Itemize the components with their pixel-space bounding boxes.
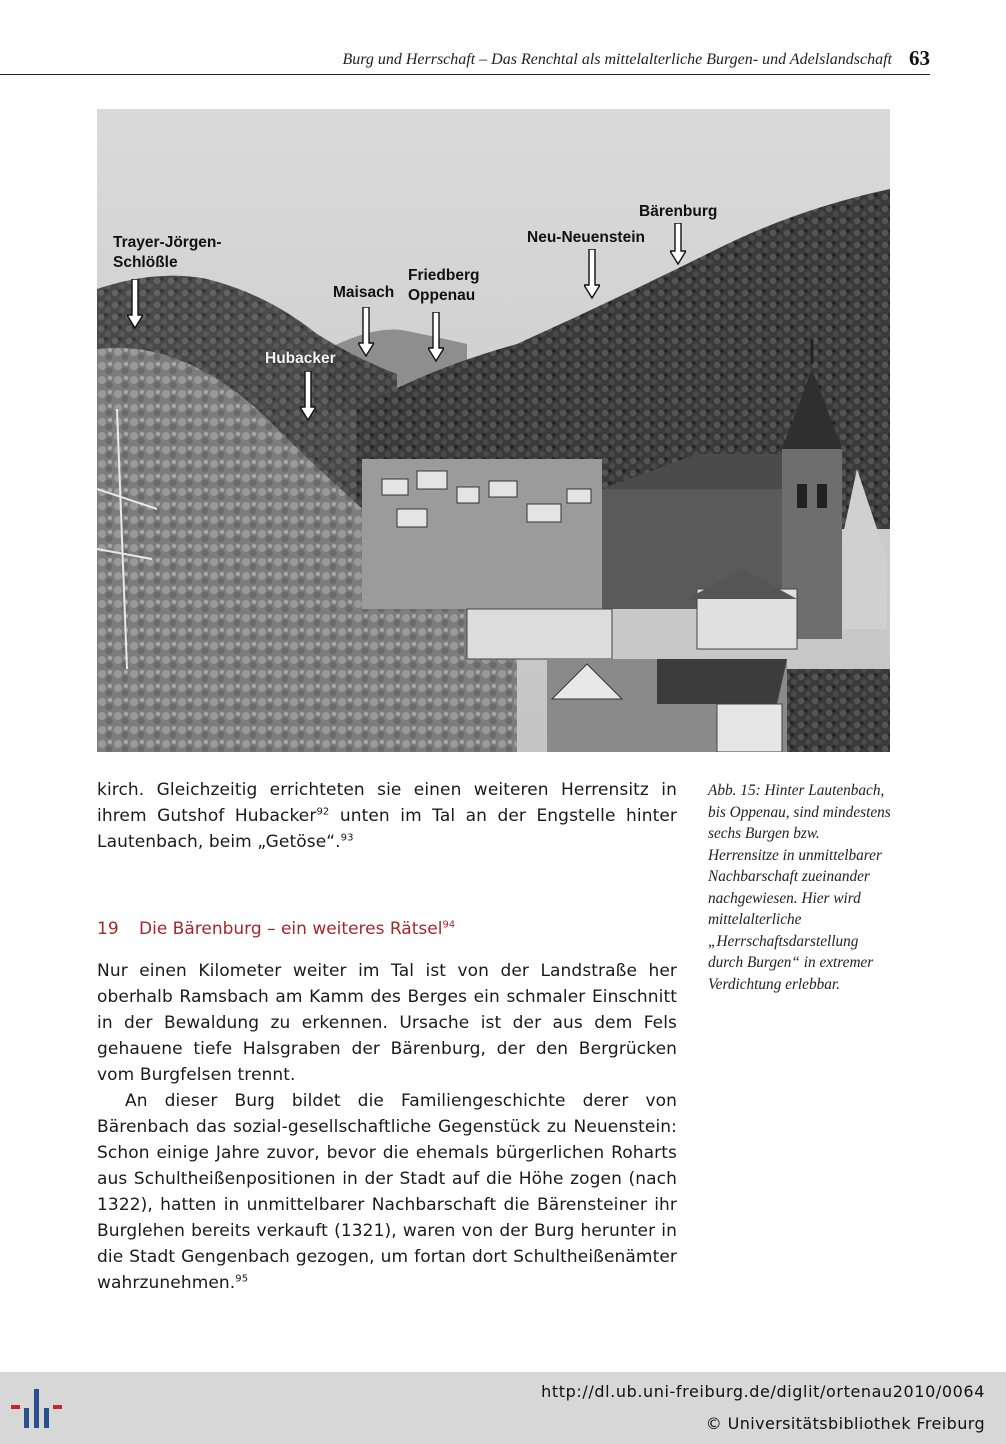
- running-header: [0, 46, 930, 75]
- paragraph-3-text: An dieser Burg bildet die Familiengeschichte derer von Bärenbach das sozial-gesellschaftliche Gegenstück zu Neuenstein: Schon einige Jahre zuvor, bevor die ehemals bürgerlichen Roharts aus Schultheißenpositionen in der Stadt auf die Höhe zogen (nach 1322), hatten in unmittelbarer Nachbarschaft die Bärensteiner ihr Burglehen bereits verkauft (1321), waren von der Burg herunter in die Stadt Gengenbach gezogen, um fortan dort Schultheißenämter wahrzunehmen.: [97, 1091, 677, 1293]
- footnote-ref-94: 94: [442, 919, 456, 931]
- arrow-maisach-icon: [358, 307, 374, 357]
- paragraph-1-text-a: kirch. Gleichzeitig errichteten sie einen weiteren Herrensitz in ihrem Gutshof Hubacker: [97, 780, 677, 826]
- label-maisach: Maisach: [333, 284, 395, 301]
- paragraph-2: Nur einen Kilometer weiter im Tal ist von der Landstraße her oberhalb Ramsbach am Kamm des Berges ein schmaler Einschnitt in der Bewaldung zu erkennen. Ursache ist der aus dem Fels gehauene tiefe Halsgraben der Bärenburg, der den Bergrücken vom Burgfelsen trennt.: [97, 961, 677, 1085]
- paragraph-1: [97, 777, 677, 855]
- label-neu-neuenstein: Neu-Neuenstein: [527, 229, 645, 246]
- footer-copyright: © Universitätsbibliothek Freiburg: [705, 1414, 985, 1433]
- paragraph-1-text-b: unten im Tal an der Engstelle hinter Lautenbach, beim „Getöse“.: [97, 806, 677, 852]
- section-heading: [97, 919, 677, 939]
- arrow-hubacker-icon: [300, 371, 316, 421]
- running-header-title: Burg und Herrschaft – Das Renchtal als mittelalterliche Burgen- und Adelslandschaft: [342, 51, 892, 68]
- footnote-ref-92: 92: [316, 806, 330, 818]
- label-baerenburg: Bärenburg: [639, 203, 718, 220]
- paragraph-3: [97, 1088, 677, 1296]
- footnote-ref-95: 95: [235, 1273, 249, 1285]
- section-number: 19: [97, 919, 119, 939]
- section-title: Die Bärenburg – ein weiteres Rätsel: [139, 919, 443, 939]
- label-friedberg-oppenau: Friedberg Oppenau: [408, 267, 480, 304]
- page-number: 63: [909, 46, 930, 70]
- figure-caption: Abb. 15: Hinter Lautenbach, bis Oppenau, sind mindestens sechs Burgen bzw. Herrensitze in unmittelbarer Nachbarschaft zueinander nachgewiesen. Hier wird mittelalterliche „Herrschaftsdarstellung durch Burgen“ in extremer Verdichtung erlebbar.: [708, 782, 891, 993]
- arrow-baerenburg-icon: [670, 223, 686, 265]
- label-trayer-joergen-schloessle: Trayer-Jörgen- Schlößle: [113, 234, 222, 271]
- footnote-ref-93: 93: [340, 832, 354, 844]
- arrow-neu-neuenstein-icon: [584, 249, 600, 299]
- landscape-photo: [97, 109, 890, 752]
- arrow-trayer-icon: [127, 279, 143, 329]
- landscape-photo-drawing: [97, 109, 890, 752]
- library-logo-icon: [10, 1384, 66, 1430]
- library-footer: [0, 1372, 1006, 1444]
- label-hubacker: Hubacker: [265, 350, 336, 367]
- footer-url-link[interactable]: http://dl.ub.uni-freiburg.de/diglit/ortenau2010/0064: [541, 1382, 985, 1401]
- arrow-friedberg-icon: [428, 312, 444, 362]
